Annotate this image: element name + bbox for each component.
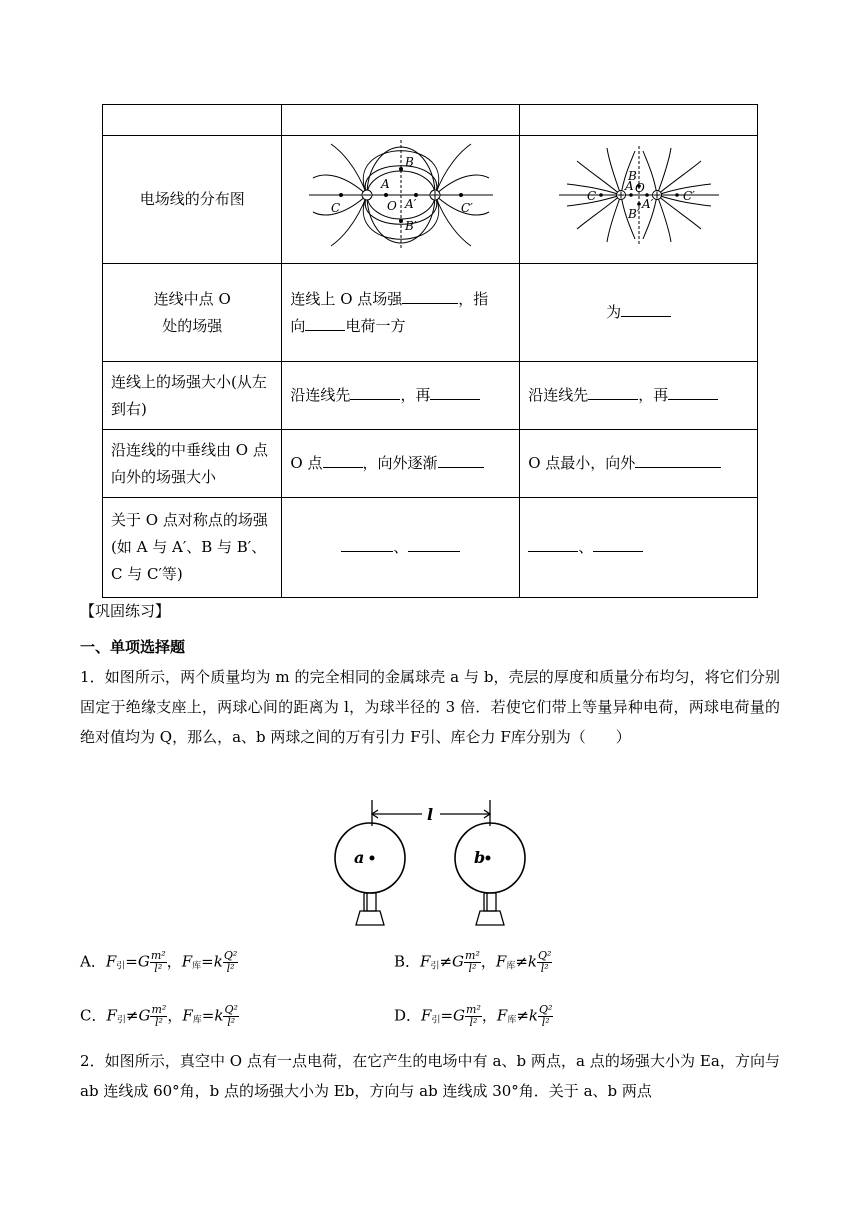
fraction-m2-l2 [464,950,481,975]
denominator: l² [541,1016,550,1029]
numerator: m² [150,949,166,962]
relation-1: ≠ [439,952,453,971]
fraction-Q2-l2 [538,1004,553,1029]
question-1-text: 1．如图所示，两个质量均为 m 的完全相同的金属球壳 a 与 b，壳层的厚度和质量分布均匀，将它们分别固定于绝缘支座上，两球心间的距离为 l，为球半径的 3 倍．若使它们带上等量异种电荷，两球电荷量的绝对值均为 Q，那么，a、b 两球之间的万有引力 F引、库仑力 F库分别为（ ） [80,668,780,746]
unlike-charges-diagram-cell [282,136,520,264]
sphere-label-a: a [354,848,365,867]
sym-separator: 、 [393,538,409,556]
option-letter: A． [80,952,106,971]
center-like-text-a: 为 [606,303,622,321]
table-row-perp [103,430,758,498]
subscript-yin: 引 [116,961,126,972]
like-point-label-A: A [624,179,634,193]
relation-2: = [201,952,214,971]
point-label-O: O [386,199,397,213]
subscript-yin: 引 [430,961,440,972]
sym-separator: 、 [578,538,594,556]
answer-blank [668,382,718,400]
subscript-yin: 引 [116,1015,126,1026]
unlike-charges-field-lines-diagram [301,136,501,254]
relation-1: = [440,1006,454,1025]
symbol-F: F [105,952,117,971]
symbol-F: F [181,952,193,971]
numerator: Q² [538,949,552,962]
symbol-k: k [213,952,223,971]
like-point-label-B-prime: B′ [627,207,640,221]
answer-blank [341,534,393,552]
diagram-row-label: 电场线的分布图 [103,136,282,264]
like-point-label-O: O [634,181,645,195]
relation-1: ≠ [125,1006,139,1025]
table-row-diagram [103,136,758,264]
numerator: m² [466,1003,481,1016]
answer-blank [635,450,721,468]
symbol-G: G [138,1006,151,1025]
symbol-G: G [137,952,150,971]
table-header-row [103,105,758,136]
center-row-like-cell [520,264,758,362]
perp-row-label: 沿连线的中垂线由 O 点向外的场强大小 [103,430,282,498]
symbol-F: F [495,952,507,971]
numerator: Q² [224,1003,238,1016]
subscript-ku: 库 [192,1015,202,1026]
symbol-F: F [420,952,431,971]
center-unlike-text-c: 向 [290,316,306,335]
perp-unlike-text-b: ，向外逐渐 [362,454,438,472]
answer-blank [430,382,480,400]
line-row-label: 连线上的场强大小(从左到右) [103,362,282,430]
relation-2: ≠ [515,952,528,971]
sym-row-like-cell [520,498,758,598]
like-point-label-B: B [627,169,637,183]
option-letter: D． [394,1006,422,1025]
point-label-A-prime: A′ [404,197,417,211]
option-A[interactable] [80,950,238,977]
option-letter: B． [394,952,421,971]
point-label-C-prime: C′ [460,201,473,215]
center-row-label-line1: 连线中点 O [153,289,231,308]
like-charges-diagram-cell [520,136,758,264]
perp-unlike-text-a: O 点 [290,454,323,472]
center-row-unlike-cell [282,264,520,362]
center-unlike-text-a: 连线上 O 点场强 [290,289,403,308]
like-charges-field-lines-diagram [539,136,739,254]
section-title: 【巩固练习】 [80,602,171,620]
fraction-Q2-l2 [223,1004,238,1029]
header-cell-empty-3 [520,105,758,136]
denominator: l² [154,1016,163,1029]
denominator: l² [226,962,235,975]
symbol-F: F [421,1006,432,1025]
point-label-B: B [404,155,414,169]
symbol-F: F [106,1006,117,1025]
fraction-Q2-l2 [223,950,238,975]
numerator: m² [465,949,480,962]
symbol-G: G [452,952,465,971]
subscript-yin: 引 [431,1015,441,1026]
symbol-F: F [182,1006,193,1025]
relation-1: = [125,952,138,971]
denominator: l² [469,1016,478,1029]
option-D[interactable] [394,1004,553,1031]
point-label-C: C [330,201,340,215]
point-label-A: A [380,177,390,191]
line-like-text-a: 沿连线先 [528,386,589,404]
line-row-like-cell [520,362,758,430]
comma: ， [167,1006,183,1025]
perp-row-unlike-cell [282,430,520,498]
answer-blank [402,286,458,304]
sym-row-label: 关于 O 点对称点的场强(如 A 与 A′、B 与 B′、C 与 C′等) [103,498,282,598]
spheres-figure [330,796,530,932]
line-unlike-text-b: ，再 [400,386,431,404]
answer-blank [593,534,643,552]
header-cell-empty-1 [103,105,282,136]
symbol-k: k [527,952,537,971]
table-row-center [103,264,758,362]
center-unlike-text-d: 电荷一方 [345,316,406,335]
option-letter: C． [80,1006,107,1025]
comma: ， [480,952,496,971]
table-row-sym [103,498,758,598]
symbol-k: k [528,1006,538,1025]
distance-label-l: l [427,805,434,824]
fraction-m2-l2 [150,1004,167,1029]
denominator: l² [154,962,163,975]
section-subtitle: 一、单项选择题 [80,638,186,656]
answer-blank [305,313,345,331]
sym-row-unlike-cell [282,498,520,598]
relation-2: ≠ [516,1006,529,1025]
perp-row-like-cell [520,430,758,498]
answer-blank [408,534,460,552]
subscript-ku: 库 [506,961,516,972]
comma: ， [481,1006,497,1025]
answer-blank [323,450,363,468]
option-C[interactable] [80,1004,239,1031]
answer-blank [588,382,638,400]
perp-like-text-a: O 点最小，向外 [528,454,636,472]
center-unlike-text-b: ，指 [458,289,489,308]
center-row-label-line2: 处的场强 [162,316,223,335]
denominator: l² [468,962,477,975]
like-point-label-A-prime: A′ [641,197,653,211]
header-cell-empty-2 [282,105,520,136]
denominator: l² [540,962,549,975]
line-like-text-b: ，再 [638,386,669,404]
numerator: Q² [223,949,238,962]
center-row-label [103,264,282,362]
answer-blank [621,299,671,317]
symbol-G: G [453,1006,466,1025]
comma: ， [166,952,182,971]
symbol-k: k [214,1006,224,1025]
answer-blank [438,450,484,468]
comparison-table [102,104,758,598]
denominator: l² [227,1016,236,1029]
like-point-label-C: C [586,189,596,203]
like-point-label-C-prime: C′ [682,189,695,203]
answer-blank [350,382,400,400]
line-unlike-text-a: 沿连线先 [290,386,351,404]
sphere-label-b: b [474,848,486,867]
numerator: m² [151,1003,167,1016]
question-2-text: 2．如图所示，真空中 O 点有一点电荷，在它产生的电场中有 a、b 两点，a 点的场强大小为 Ea，方向与 ab 连线成 60°角，b 点的场强大小为 Eb，方向与 ab 连线成 30°角．关于 a、b 两点 [80,1052,780,1100]
point-label-B-prime: B′ [404,219,417,233]
numerator: Q² [539,1003,553,1016]
symbol-F: F [496,1006,508,1025]
fraction-Q2-l2 [537,950,552,975]
answer-blank [528,534,578,552]
relation-2: = [201,1006,215,1025]
subscript-ku: 库 [192,961,202,972]
table-row-line [103,362,758,430]
subscript-ku: 库 [507,1015,517,1026]
option-B[interactable] [394,950,552,977]
line-row-unlike-cell [282,362,520,430]
fraction-m2-l2 [150,950,167,975]
fraction-m2-l2 [465,1004,482,1029]
